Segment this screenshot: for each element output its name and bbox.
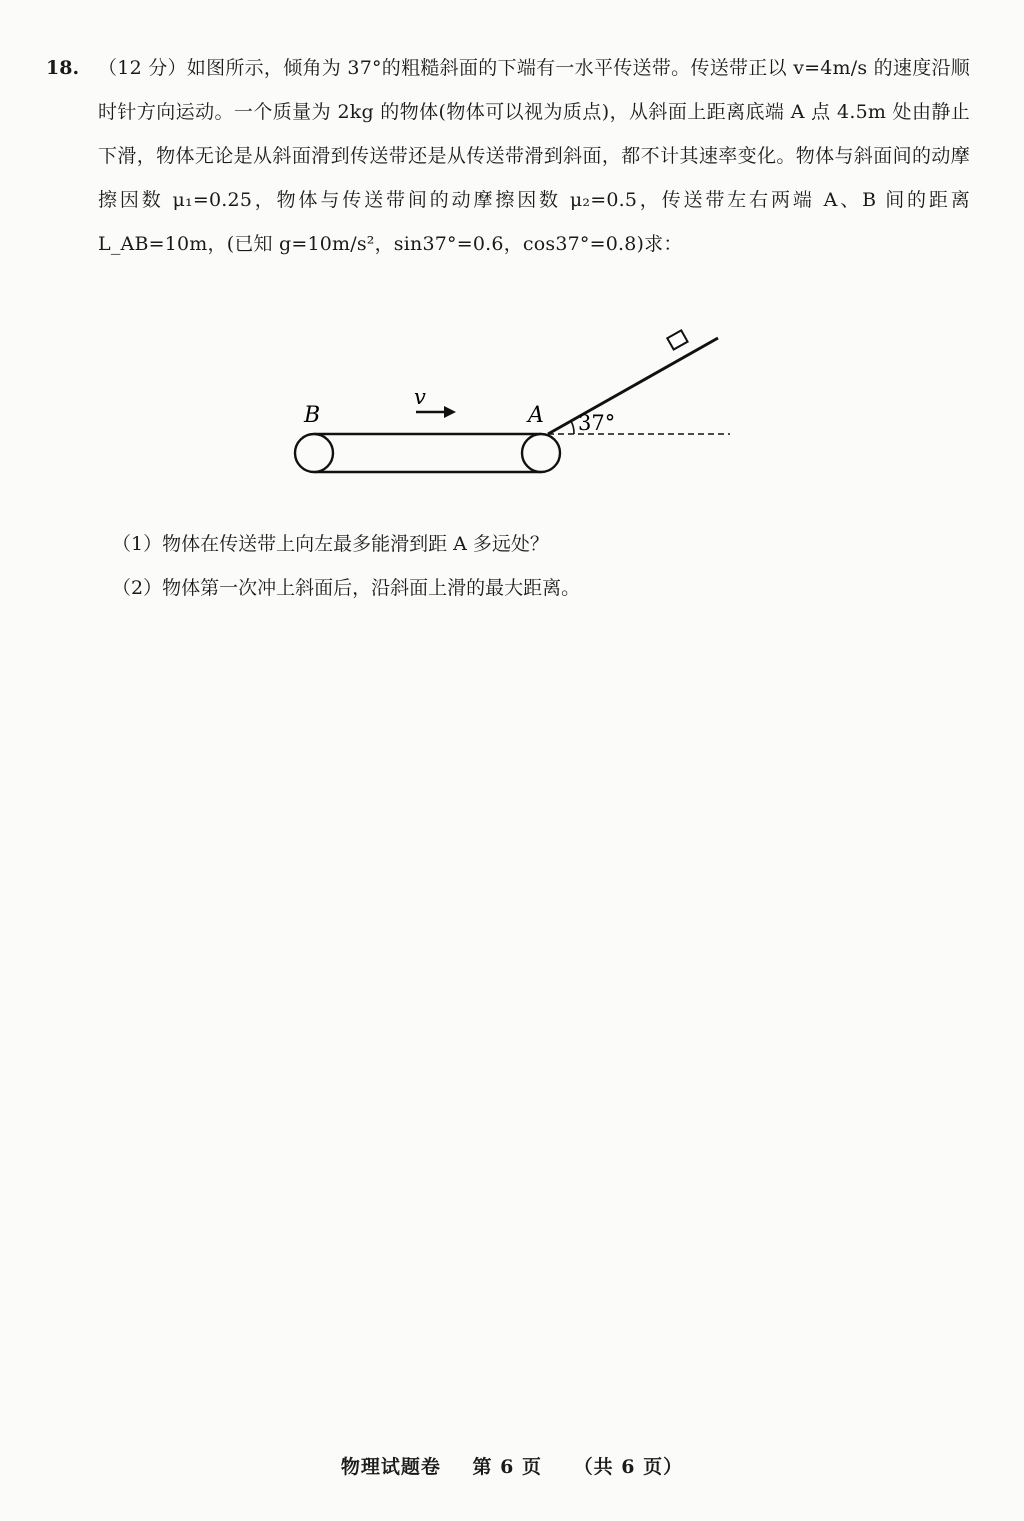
footer-title: 物理试题卷 bbox=[340, 1456, 441, 1478]
diagram-svg bbox=[280, 318, 750, 488]
page-footer bbox=[0, 1452, 1024, 1479]
subquestion-2: （2）物体第一次冲上斜面后，沿斜面上滑的最大距离。 bbox=[112, 577, 581, 599]
subquestion-list bbox=[112, 522, 972, 610]
conveyor-incline-diagram bbox=[280, 318, 750, 488]
footer-total: （共 6 页） bbox=[573, 1456, 684, 1478]
label-v: v bbox=[414, 385, 426, 409]
pulley-a bbox=[522, 434, 560, 472]
question-number: 18. bbox=[46, 57, 80, 79]
problem-18 bbox=[46, 46, 976, 266]
angle-label: 37° bbox=[578, 411, 616, 435]
incline-line bbox=[548, 338, 718, 434]
block bbox=[667, 330, 687, 349]
angle-arc bbox=[571, 421, 574, 434]
pulley-b bbox=[295, 434, 333, 472]
subquestion-1: （1）物体在传送带上向左最多能滑到距 A 多远处？ bbox=[112, 533, 549, 555]
label-a: A bbox=[528, 403, 544, 428]
label-b: B bbox=[304, 403, 321, 428]
question-text: （12 分）如图所示，倾角为 37°的粗糙斜面的下端有一水平传送带。传送带正以 v=4m/s 的速度沿顺时针方向运动。一个质量为 2kg 的物体(物体可以视为质点)，从斜面上距离底端 A 点 4.5m 处由静止下滑，物体无论是从斜面滑到传送带还是从传送带滑到斜面，都不计其速率变化。物体与斜面间的动摩擦因数 μ₁=0.25，物体与传送带间的动摩擦因数 μ₂=0.5，传送带左右两端 A、B 间的距离 L_AB=10m，(已知 g=10m/s²，sin37°=0.6，cos37°=0.8)求： bbox=[98, 57, 970, 255]
footer-page: 第 6 页 bbox=[472, 1456, 542, 1478]
problem-header bbox=[46, 46, 976, 266]
